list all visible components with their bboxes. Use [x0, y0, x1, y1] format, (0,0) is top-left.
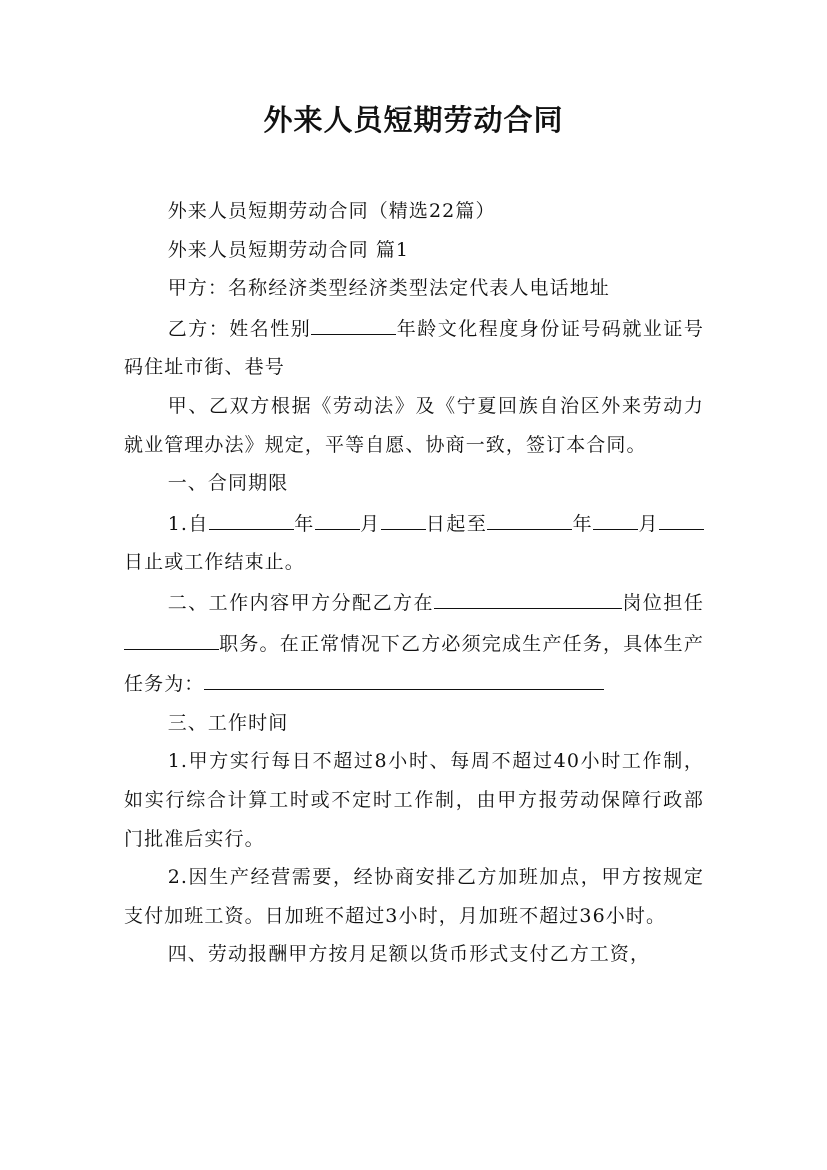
subtitle: 外来人员短期劳动合同（精选22篇） — [167, 200, 496, 222]
start-day-blank — [381, 503, 426, 530]
position-blank — [434, 582, 622, 609]
section-4-paragraph: 四、劳动报酬甲方按月足额以货币形式支付乙方工资， — [167, 943, 651, 966]
end-month-blank — [593, 503, 638, 530]
production-task-blank — [204, 663, 604, 690]
working-hours-paragraph-2: 2.因生产经营需要，经协商安排乙方加班加点，甲方按规定支付加班工资。日加班不超过3小时，月加班不超过36小时。 — [124, 866, 704, 927]
party-b-text-1: 乙方：姓名性别 — [167, 317, 312, 340]
preamble-paragraph: 甲、乙双方根据《劳动法》及《宁夏回族自治区外来劳动力就业管理办法》规定，平等自愿、协商一致，签订本合同。 — [124, 394, 704, 456]
end-day-blank — [659, 503, 704, 530]
gender-blank — [311, 308, 396, 335]
document-title: 外来人员短期劳动合同 — [263, 103, 564, 137]
party-b-paragraph — [124, 308, 704, 387]
term-text-end: 日止或工作结束止。 — [124, 551, 305, 574]
chapter-heading: 外来人员短期劳动合同 篇1 — [167, 238, 410, 261]
party-b-text-2: 年龄文化程度身份证号码就业证号码住址市街、巷号 — [124, 317, 704, 379]
work-content-text-2: 岗位担任 — [622, 591, 704, 614]
start-year-blank — [209, 503, 294, 530]
contract-term-paragraph — [124, 503, 704, 582]
term-text-from: 1.自 — [167, 512, 209, 535]
section-3-heading: 三、工作时间 — [167, 711, 289, 734]
term-text-month: 月 — [359, 512, 381, 535]
work-content-text-1: 二、工作内容甲方分配乙方在 — [167, 591, 435, 614]
work-content-paragraph — [124, 582, 704, 704]
term-text-until: 日起至 — [425, 512, 488, 535]
document-body — [124, 192, 704, 974]
end-year-blank — [487, 503, 572, 530]
duty-blank — [124, 623, 219, 650]
party-a-line: 甲方：名称经济类型经济类型法定代表人电话地址 — [167, 277, 610, 300]
term-text-end-year: 年 — [572, 512, 594, 535]
working-hours-paragraph-1: 1.甲方实行每日不超过8小时、每周不超过40小时工作制，如实行综合计算工时或不定时工作制，由甲方报劳动保障行政部门批准后实行。 — [124, 750, 704, 850]
start-month-blank — [315, 503, 360, 530]
work-content-text-3: 职务。在正常情况下乙方必须完成生产任务，具体生产任务为： — [124, 632, 704, 696]
term-text-year: 年 — [293, 512, 315, 535]
term-text-end-month: 月 — [638, 512, 659, 535]
section-1-heading: 一、合同期限 — [167, 472, 289, 495]
